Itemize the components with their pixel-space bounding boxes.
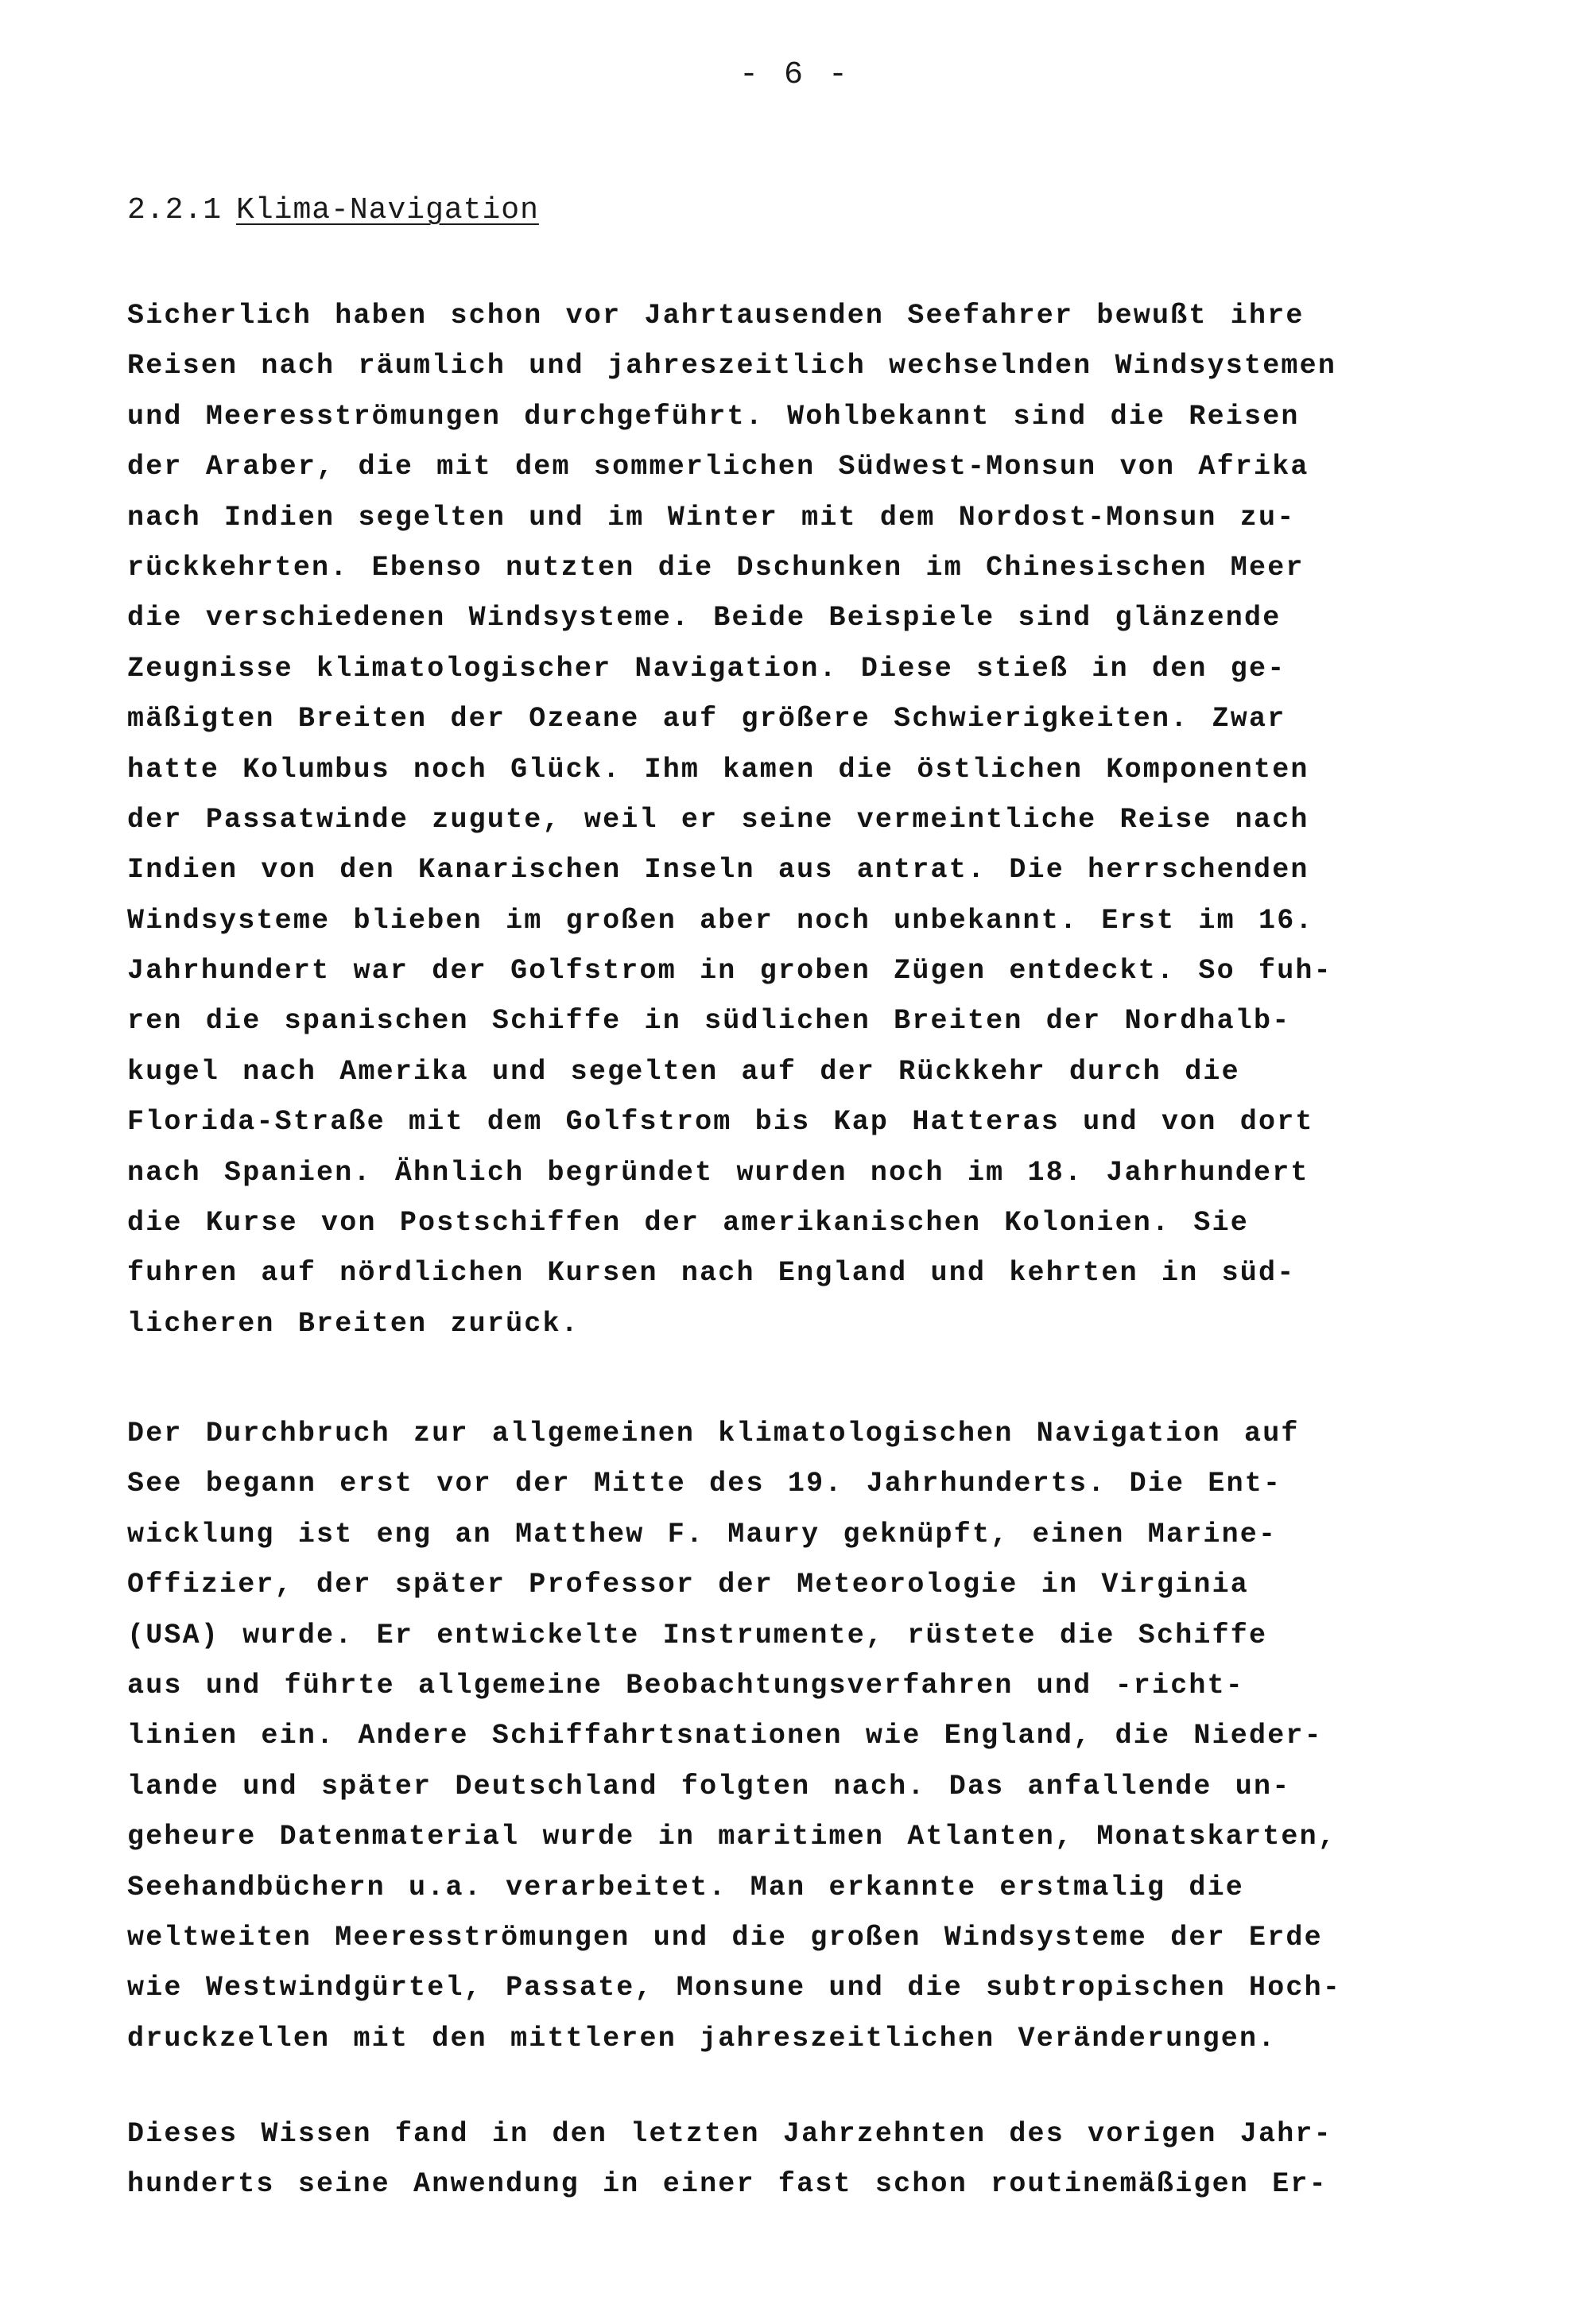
- text-line: hunderts seine Anwendung in einer fast schon routinemäßigen Er-: [127, 2168, 1328, 2201]
- section-title: Klima-Navigation: [236, 193, 539, 227]
- text-line: Seehandbüchern u.a. verarbeitet. Man erkannte erstmalig die: [127, 1871, 1245, 1903]
- text-line: die Kurse von Postschiffen der amerikanischen Kolonien. Sie: [127, 1207, 1250, 1240]
- text-line: hatte Kolumbus noch Glück. Ihm kamen die östlichen Komponenten: [127, 753, 1309, 786]
- section-number: 2.2.1: [127, 193, 223, 227]
- text-line: Zeugnisse klimatologischer Navigation. Diese stieß in den ge-: [127, 652, 1286, 685]
- text-line: druckzellen mit den mittleren jahreszeitlichen Veränderungen.: [127, 2022, 1277, 2054]
- paragraph-1: [127, 291, 1463, 1349]
- text-line: Der Durchbruch zur allgemeinen klimatologischen Navigation auf: [127, 1418, 1300, 1449]
- text-line: weltweiten Meeresströmungen und die großen Windsysteme der Erde: [127, 1921, 1323, 1953]
- paragraph-2: [127, 1409, 1463, 2064]
- text-line: See begann erst vor der Mitte des 19. Jahrhunderts. Die Ent-: [127, 1468, 1282, 1500]
- text-line: geheure Datenmaterial wurde in maritimen Atlanten, Monatskarten,: [127, 1821, 1337, 1853]
- text-line: Indien von den Kanarischen Inseln aus antrat. Die herrschenden: [127, 854, 1309, 887]
- section-heading: [127, 193, 539, 227]
- text-line: wicklung ist eng an Matthew F. Maury geknüpft, einen Marine-: [127, 1518, 1278, 1550]
- text-line: mäßigten Breiten der Ozeane auf größere Schwierigkeiten. Zwar: [127, 703, 1286, 735]
- text-line: aus und führte allgemeine Beobachtungsverfahren und -richt-: [127, 1669, 1245, 1701]
- text-line: lande und später Deutschland folgten nach. Das anfallende un-: [127, 1770, 1291, 1802]
- text-line: fuhren auf nördlichen Kursen nach England und kehrten in süd-: [127, 1257, 1296, 1290]
- text-line: rückkehrten. Ebenso nutzten die Dschunken im Chinesischen Meer: [127, 551, 1305, 584]
- text-line: nach Indien segelten und im Winter mit dem Nordost-Monsun zu-: [127, 501, 1296, 533]
- text-line: Offizier, der später Professor der Meteorologie in Virginia: [127, 1569, 1250, 1601]
- text-line: kugel nach Amerika und segelten auf der Rückkehr durch die: [127, 1055, 1240, 1088]
- text-line: der Araber, die mit dem sommerlichen Südwest-Monsun von Afrika: [127, 451, 1309, 483]
- text-line: Sicherlich haben schon vor Jahrtausenden Seefahrer bewußt ihre: [127, 300, 1305, 332]
- text-line: (USA) wurde. Er entwickelte Instrumente, rüstete die Schiffe: [127, 1619, 1268, 1651]
- text-line: Florida-Straße mit dem Golfstrom bis Kap Hatteras und von dort: [127, 1106, 1314, 1139]
- text-line: Reisen nach räumlich und jahreszeitlich wechselnden Windsystemen: [127, 350, 1337, 382]
- page-number: - 6 -: [739, 57, 851, 93]
- paragraph-3: [127, 2109, 1463, 2210]
- text-line: nach Spanien. Ähnlich begründet wurden noch im 18. Jahrhundert: [127, 1156, 1309, 1189]
- text-line: Dieses Wissen fand in den letzten Jahrzehnten des vorigen Jahr-: [127, 2118, 1332, 2150]
- text-line: Jahrhundert war der Golfstrom in groben Zügen entdeckt. So fuh-: [127, 955, 1332, 987]
- text-line: Windsysteme blieben im großen aber noch unbekannt. Erst im 16.: [127, 904, 1314, 937]
- text-line: wie Westwindgürtel, Passate, Monsune und die subtropischen Hoch-: [127, 1972, 1342, 2004]
- text-line: und Meeresströmungen durchgeführt. Wohlbekannt sind die Reisen: [127, 400, 1300, 433]
- text-line: der Passatwinde zugute, weil er seine vermeintliche Reise nach: [127, 803, 1309, 836]
- text-line: die verschiedenen Windsysteme. Beide Beispiele sind glänzende: [127, 602, 1282, 634]
- text-line: linien ein. Andere Schiffahrtsnationen wie England, die Nieder-: [127, 1720, 1323, 1752]
- text-line: ren die spanischen Schiffe in südlichen Breiten der Nordhalb-: [127, 1005, 1291, 1038]
- text-line: licheren Breiten zurück.: [127, 1307, 580, 1340]
